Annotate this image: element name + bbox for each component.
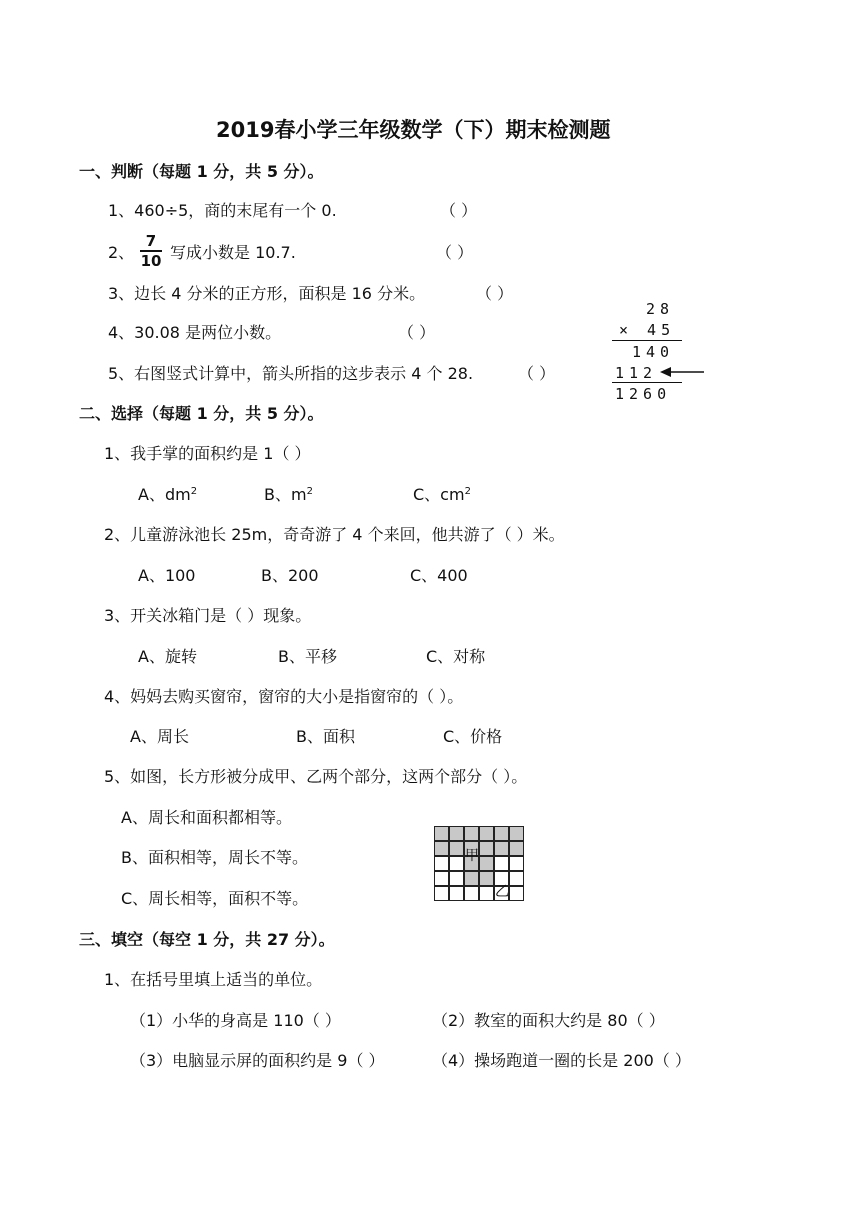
s1-q2-prefix: 2、	[108, 243, 135, 262]
s2-q1-option-c[interactable]	[413, 485, 471, 505]
rectangle-grid-figure	[434, 826, 524, 901]
s2-q2-text: 2、儿童游泳池长 25m，奇奇游了 4 个来回，他共游了（ ）米。	[104, 525, 565, 544]
fraction-numerator: 7	[145, 232, 157, 250]
grid-cell	[434, 856, 449, 871]
s2-q5-option-b[interactable]: B、面积相等，周长不等。	[121, 848, 308, 867]
s1-q3-text: 3、边长 4 分米的正方形，面积是 16 分米。	[108, 284, 426, 303]
grid-cell	[464, 871, 479, 886]
arrow-left-icon	[660, 365, 706, 379]
s1-q5-blank[interactable]: （ ）	[518, 364, 556, 383]
grid-cell	[509, 886, 524, 901]
grid-cell	[509, 871, 524, 886]
grid-cell	[509, 856, 524, 871]
page-title: 2019春小学三年级数学（下）期末检测题	[216, 118, 611, 142]
s2-q4-option-b[interactable]: B、面积	[296, 727, 355, 746]
s2-q1-option-a[interactable]	[138, 485, 197, 505]
superscript: 2	[190, 486, 198, 497]
s2-q5-text: 5、如图，长方形被分成甲、乙两个部分，这两个部分（ ）。	[104, 767, 528, 786]
s2-q3-option-b[interactable]: B、平移	[278, 647, 337, 666]
grid-cell	[509, 826, 524, 841]
s2-q4-option-c[interactable]: C、价格	[443, 727, 503, 746]
calc-rule-1	[612, 340, 682, 341]
s2-q5-option-c[interactable]: C、周长相等，面积不等。	[121, 889, 309, 908]
s3-q1-part3[interactable]: （3）电脑显示屏的面积约是 9（ ）	[130, 1051, 385, 1070]
s3-q1-part4[interactable]: （4）操场跑道一圈的长是 200（ ）	[432, 1051, 691, 1070]
s1-q1-blank[interactable]: （ ）	[440, 201, 478, 220]
s3-q1-part2[interactable]: （2）教室的面积大约是 80（ ）	[432, 1011, 665, 1030]
calc-line-3: 140	[632, 343, 675, 361]
grid-cell	[479, 871, 494, 886]
grid-cell	[479, 826, 494, 841]
s2-q3-text: 3、开关冰箱门是（ ）现象。	[104, 606, 312, 625]
fraction-denominator: 10	[140, 252, 162, 270]
grid-cell	[464, 886, 479, 901]
grid-cell	[449, 871, 464, 886]
grid-cell	[494, 841, 509, 856]
s2-q4-text: 4、妈妈去购买窗帘，窗帘的大小是指窗帘的（ ）。	[104, 687, 464, 706]
s1-q2-suffix: 写成小数是 10.7.	[170, 243, 296, 262]
s1-q2-blank[interactable]: （ ）	[436, 243, 474, 262]
grid-cell	[494, 856, 509, 871]
superscript: 2	[464, 486, 471, 497]
option-label: A、dm	[138, 485, 191, 504]
s3-q1-text: 1、在括号里填上适当的单位。	[104, 970, 323, 989]
grid-cell	[449, 826, 464, 841]
grid-cell	[494, 826, 509, 841]
figure-label-jia: 甲	[465, 848, 479, 864]
calc-line-2: × 45	[619, 321, 676, 339]
s1-q1-text: 1、460÷5，商的末尾有一个 0.	[108, 201, 337, 220]
grid-cell	[434, 871, 449, 886]
figure-label-yi: 乙	[495, 884, 509, 900]
s2-q2-option-b[interactable]: B、200	[261, 566, 319, 585]
grid-cell	[479, 886, 494, 901]
calc-line-1: 28	[646, 300, 675, 318]
s1-q4-text: 4、30.08 是两位小数。	[108, 323, 282, 342]
section2-heading: 二、选择（每题 1 分，共 5 分）。	[79, 404, 324, 423]
s2-q1-option-b[interactable]	[264, 485, 313, 505]
option-label: B、m	[264, 485, 307, 504]
grid-cell	[434, 826, 449, 841]
s2-q3-option-c[interactable]: C、对称	[426, 647, 486, 666]
calc-line-5: 1260	[615, 385, 672, 403]
s1-q5-text: 5、右图竖式计算中，箭头所指的这步表示 4 个 28.	[108, 364, 474, 383]
grid-cell	[479, 841, 494, 856]
s2-q2-option-c[interactable]: C、400	[410, 566, 468, 585]
section3-heading: 三、填空（每空 1 分，共 27 分）。	[79, 930, 335, 949]
s1-q4-blank[interactable]: （ ）	[398, 323, 436, 342]
option-label: C、cm	[413, 485, 465, 504]
calc-line-4: 112	[615, 364, 658, 382]
section1-heading: 一、判断（每题 1 分，共 5 分）。	[79, 162, 324, 181]
grid-cell	[449, 841, 464, 856]
s3-q1-part1[interactable]: （1）小华的身高是 110（ ）	[130, 1011, 341, 1030]
grid-cell	[449, 886, 464, 901]
superscript: 2	[306, 486, 313, 497]
s2-q3-option-a[interactable]: A、旋转	[138, 647, 197, 666]
grid-cell	[509, 841, 524, 856]
grid-cell	[449, 856, 464, 871]
grid-cell	[464, 826, 479, 841]
fraction-7-10	[140, 233, 162, 269]
s1-q3-blank[interactable]: （ ）	[476, 284, 514, 303]
s2-q4-option-a[interactable]: A、周长	[130, 727, 189, 746]
calc-rule-2	[612, 382, 682, 383]
s2-q2-option-a[interactable]: A、100	[138, 566, 196, 585]
s2-q1-text: 1、我手掌的面积约是 1（ ）	[104, 444, 311, 463]
grid-cell	[434, 886, 449, 901]
grid-cell	[479, 856, 494, 871]
s2-q5-option-a[interactable]: A、周长和面积都相等。	[121, 808, 292, 827]
grid-cell	[434, 841, 449, 856]
